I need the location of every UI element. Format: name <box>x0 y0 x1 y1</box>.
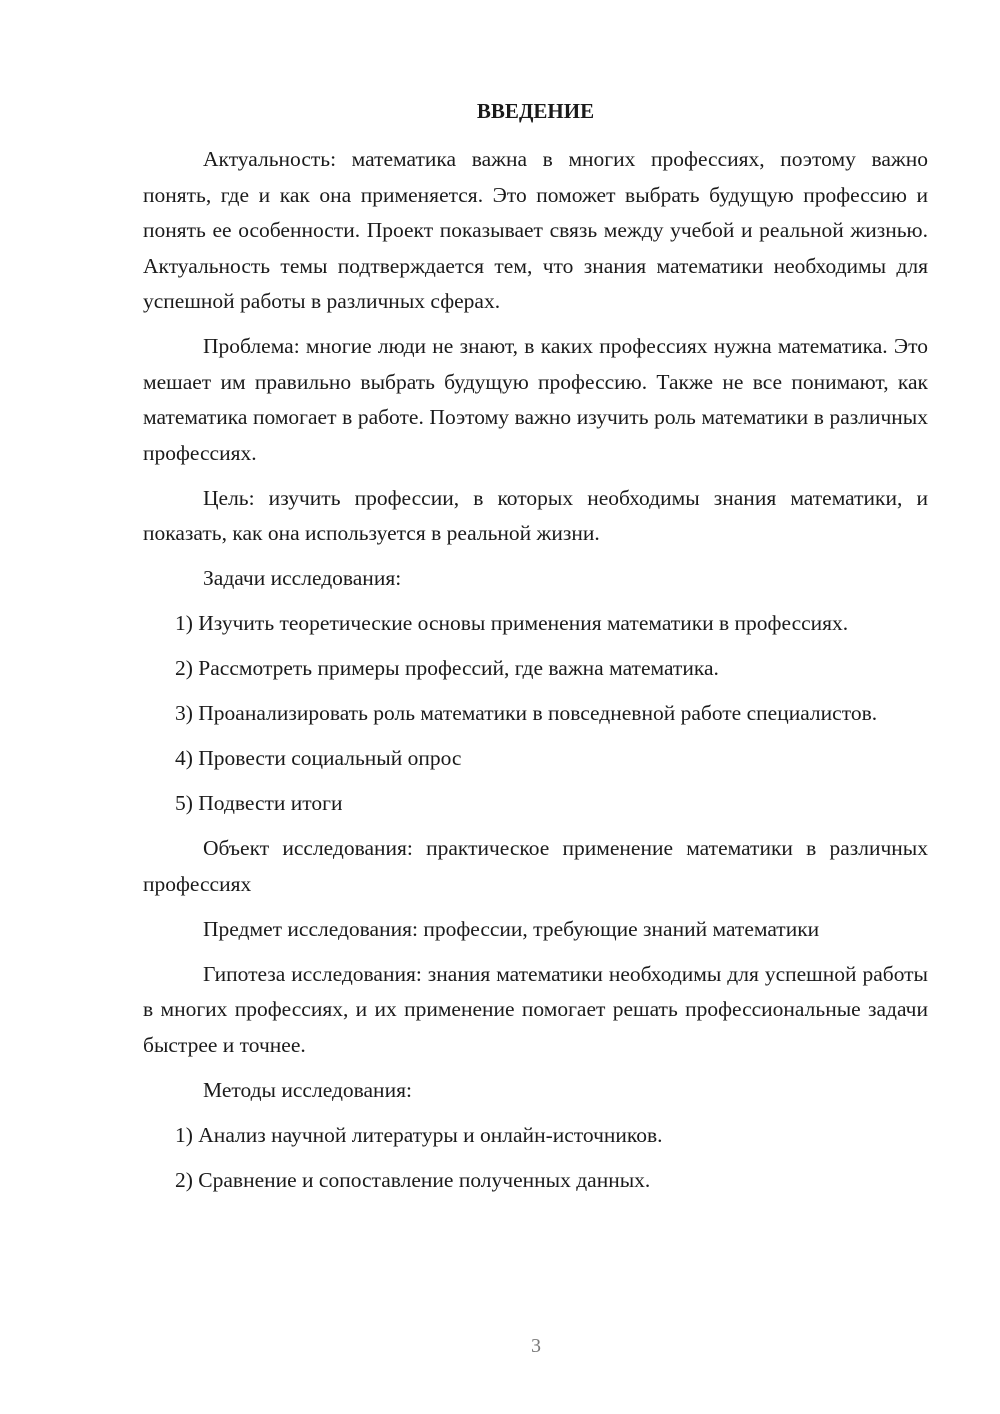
task-item-5: 5) Подвести итоги <box>175 791 343 815</box>
problem-paragraph: Проблема: многие люди не знают, в каких профессиях нужна математика. Это мешает им правильно выбрать будущую профессию. Также не все понимают, как математика помогает в работе. Поэтому важно изучить роль математики в различных профессиях. <box>143 334 928 465</box>
methods-heading: Методы исследования: <box>203 1077 412 1102</box>
hypothesis-paragraph: Гипотеза исследования: знания математики необходимы для успешной работы в многих профессиях, и их применение помогает решать профессиональные задачи быстрее и точнее. <box>143 961 928 1057</box>
object-paragraph: Объект исследования: практическое применение математики в различных профессиях <box>143 836 928 896</box>
method-item-2: 2) Сравнение и сопоставление полученных данных. <box>175 1167 651 1192</box>
page-number: 3 <box>531 1335 541 1357</box>
relevance-paragraph: Актуальность: математика важна в многих профессиях, поэтому важно понять, где и как она применяется. Это поможет выбрать будущую профессию и понять ее особенности. Проект показывает связь между учебой и реальной жизнью. Актуальность темы подтверждается тем, что знания математики необходимы для успешной работы в различных сферах. <box>143 147 928 313</box>
tasks-heading: Задачи исследования: <box>203 566 402 590</box>
task-item-2: 2) Рассмотреть примеры профессий, где важна математика. <box>175 656 719 680</box>
task-item-1: 1) Изучить теоретические основы применения математики в профессиях. <box>175 611 849 635</box>
section-heading: ВВЕДЕНИЕ <box>476 99 595 123</box>
body-text <box>143 142 928 1208</box>
task-item-3: 3) Проанализировать роль математики в повседневной работе специалистов. <box>175 701 878 725</box>
subject-paragraph: Предмет исследования: профессии, требующие знаний математики <box>203 916 820 941</box>
method-item-1: 1) Анализ научной литературы и онлайн-источников. <box>175 1122 663 1147</box>
goal-paragraph: Цель: изучить профессии, в которых необходимы знания математики, и показать, как она используется в реальной жизни. <box>143 485 928 545</box>
task-item-4: 4) Провести социальный опрос <box>175 746 462 770</box>
